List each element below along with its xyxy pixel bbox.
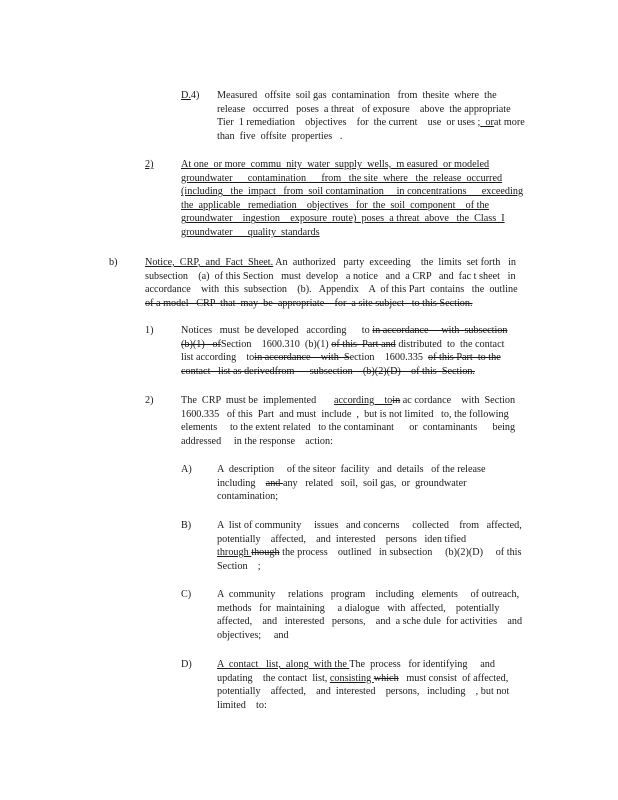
item-label-2: 2)	[145, 159, 154, 170]
item-label-d: D)	[181, 659, 192, 670]
item-d4-text: Measured offsite soil gas contamination from thesite where the release occurred poses a threat of exposure above the appropriate Tier 1 remediation objectives for the current use or uses ; orat more than five offsite properties .	[217, 90, 525, 142]
item-label-a: A)	[181, 464, 192, 475]
item-2-text: At one or more commu nity water supply wells, m easured or modeled groundwater contamination from the site where the release occurred (including the impact from soil contamination in concentrations exceeding the applicable remediation objectives for the soil component of the groundwater ingestion exposure route) poses a threat above the Class I groundwater quality standards	[181, 159, 524, 238]
item-b2-text: The CRP must be implemented according toin ac cordance with Section 1600.335 of this Part and must include , but is not limited to, the following elements to the extent related to the contaminant or contaminants being addressed in the response action:	[181, 395, 516, 447]
item-c-text: A community relations program including elements of outreach, methods for maintaining a dialogue with affected, potentially affected, and interested persons, and a sche dule for activities and objectives; and	[217, 589, 523, 641]
item-label-b2: 2)	[145, 395, 154, 406]
item-a-text: A description of the siteor facility and details of the release including and any related soil, soil gas, or groundwater contamination;	[217, 464, 486, 503]
item-label-b-upper: B)	[181, 520, 192, 531]
section-label-b: b)	[109, 257, 118, 268]
item-label-b1: 1)	[145, 325, 154, 336]
item-b1-text: Notices must be developed according to in accordance with subsection (b)(1) ofSection 1600.310 (b)(1) of this Part and distributed to the contact list according toin accordance with Section 1600.335 of this Part to the contact list as derivedfrom subsection (b)(2)(D) of this Section.	[181, 325, 508, 377]
section-b-text: Notice, CRP, and Fact Sheet. An authorized party exceeding the limits set forth in subsection (a) of this Section must develop a notice and a CRP and fac t sheet in accordance with this subsection (b). Appendix A of this Part contains the outline of a model CRP that may be appropriate for a site subject to this Section.	[145, 257, 518, 309]
item-d-text: A contact list, along with the The process for identifying and updating the contact list, consisting which must consist of affected, potentially affected, and interested persons, including , but not limited to:	[217, 659, 510, 711]
item-label-d4: D.4)	[181, 90, 200, 101]
item-b-upper-text: A list of community issues and concerns collected from affected, potentially affected, and interested persons iden tified through though the process outlined in subsection (b)(2)(D) of this Section ;	[217, 520, 522, 572]
item-label-c: C)	[181, 589, 192, 600]
